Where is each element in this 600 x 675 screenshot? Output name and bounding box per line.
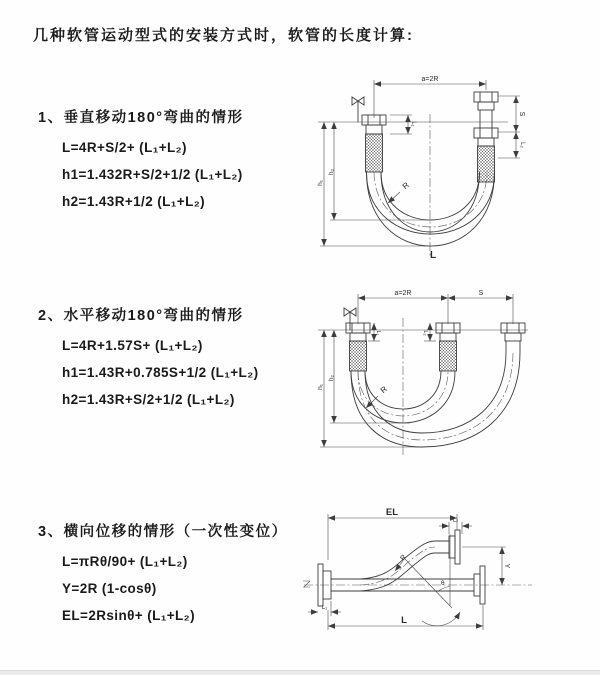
formula-el: EL=2Rsinθ+ (L₁+L₂): [62, 608, 195, 623]
dim-label-l: L: [401, 615, 407, 626]
section-1-heading: 1、垂直移动180°弯曲的情形: [38, 110, 244, 126]
page-bottom-edge: [0, 670, 600, 675]
formula-length: L=πRθ/90+ (L₁+L₂): [62, 554, 188, 569]
dimension-l2-fitting: [422, 323, 436, 341]
dimension-l1-fitting: [390, 115, 416, 134]
dim-label-el: EL: [385, 507, 399, 518]
dim-label-s: S: [518, 111, 525, 117]
pipe-break-mark: [303, 581, 310, 587]
length-label: L: [429, 250, 437, 261]
diagram-vertical-180-bend: [310, 60, 560, 260]
dim-label-s: S: [478, 290, 484, 297]
braided-hose-section: [440, 341, 457, 371]
dim-label-h1: h₁: [317, 384, 324, 390]
radius-callout: [388, 180, 411, 203]
formula-y: Y=2R (1-cosθ): [62, 581, 157, 596]
hose-u-curves: [351, 352, 520, 447]
dim-label-l2: L₂: [422, 330, 428, 336]
dim-label-a2r: a=2R: [394, 290, 412, 297]
radius-callout: [366, 384, 389, 408]
dim-label-a2r: a=2R: [421, 76, 439, 83]
dimension-l2-fitting: [439, 518, 472, 535]
dimension-s: [498, 96, 525, 132]
flange-fitting-right: [474, 92, 498, 182]
centerline: [318, 318, 528, 456]
flange-fitting-left: [362, 115, 386, 172]
dim-label-h1: h₁: [317, 180, 324, 186]
radius-label: R: [378, 384, 389, 396]
centerline: [318, 114, 508, 258]
angle-construction: [404, 534, 460, 626]
section-vertical-movement: [38, 108, 244, 215]
dimension-el: [328, 507, 457, 563]
section-3-heading: 3、横向位移的情形（一次性变位）: [38, 524, 288, 540]
centerline: [303, 581, 532, 587]
dimension-h1: [317, 330, 422, 447]
dim-label-l1: L₁: [375, 330, 381, 336]
formula-length: L=4R+1.57S+ (L₁+L₂): [62, 338, 203, 353]
dim-label-h2: h₂: [328, 168, 335, 176]
formula-h2: h2=1.43R+S/2+1/2 (L₁+L₂): [62, 392, 235, 407]
dim-label-h2: h₂: [328, 374, 335, 382]
formula-h2: h2=1.43R+1/2 (L₁+L₂): [62, 194, 206, 209]
hose-s-curve: [360, 541, 435, 591]
dim-label-l2: L₂: [519, 142, 525, 148]
radius-label: R: [399, 553, 409, 563]
flange-fitting-upper-displaced: [435, 530, 460, 564]
dimension-l2-fitting: [498, 132, 525, 158]
formula-length: L=4R+S/2+ (L₁+L₂): [62, 140, 187, 155]
angle-label: θ: [441, 580, 445, 587]
dimension-l1-fitting: [308, 601, 341, 616]
dimension-a2r: [374, 76, 486, 118]
braided-hose-section: [350, 341, 367, 371]
dim-label-y: Y: [503, 563, 510, 569]
radius-callout: [395, 554, 408, 571]
diagram-horizontal-180-bend: [310, 280, 560, 460]
formula-h1: h1=1.432R+S/2+1/2 (L₁+L₂): [62, 167, 243, 182]
dim-label-l1: L₁: [321, 605, 328, 611]
dim-label-l1: L₁: [410, 121, 416, 127]
hose-u-curves: [367, 172, 495, 246]
radius-label: R: [400, 180, 411, 192]
braided-hose-section: [366, 134, 383, 172]
section-2-heading: 2、水平移动180°弯曲的情形: [38, 308, 244, 324]
rotation-arrow: [422, 612, 460, 626]
formula-h1: h1=1.43R+0.785S+1/2 (L₁+L₂): [62, 365, 259, 380]
flange-fitting-right: [501, 323, 525, 352]
dimension-l: [328, 605, 483, 630]
section-lateral-displacement: [38, 522, 288, 629]
section-horizontal-movement: [38, 306, 258, 413]
dim-label-l2: L₂: [452, 517, 459, 524]
page-title: 几种软管运动型式的安装方式时，软管的长度计算:: [33, 27, 414, 44]
diagram-lateral-displacement: [300, 488, 580, 648]
dimension-a2r: [358, 290, 513, 324]
braided-hose-section: [478, 146, 495, 182]
